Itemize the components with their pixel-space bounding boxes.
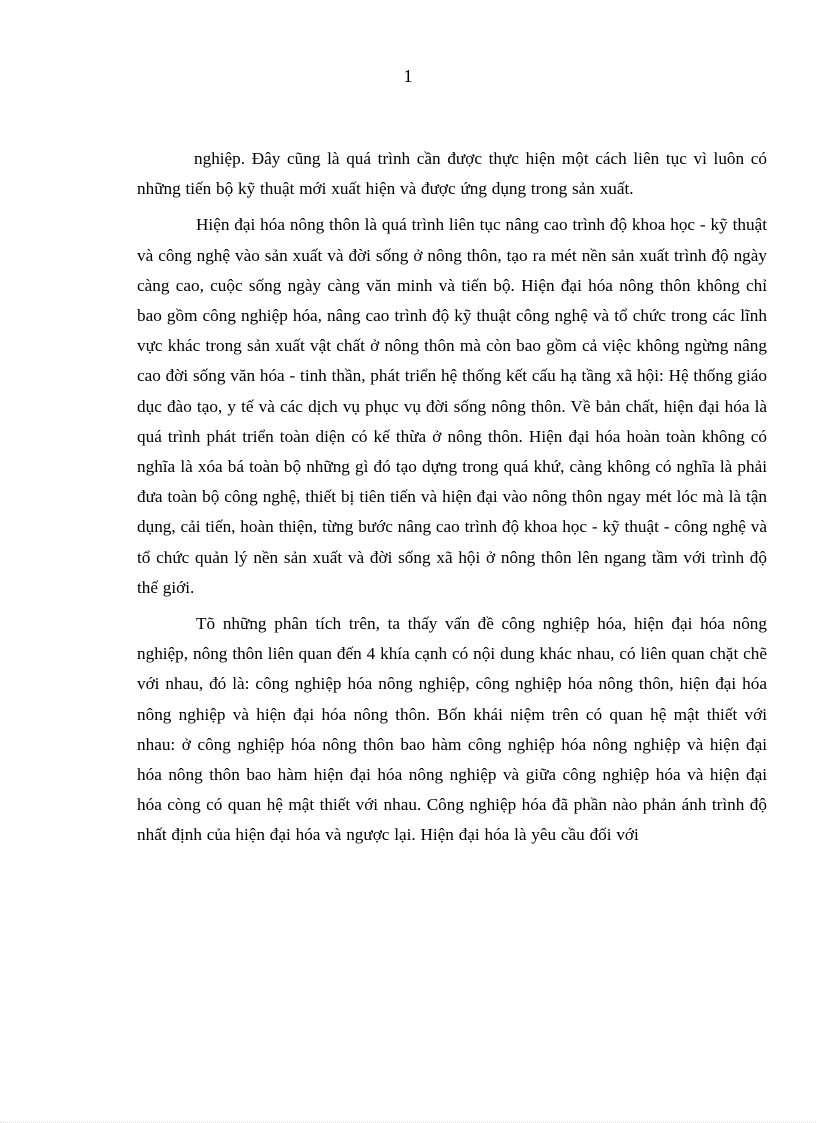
- paragraph-analysis: Tõ những phân tích trên, ta thấy vấn đề công nghiệp hóa, hiện đại hóa nông nghiệp, nông thôn liên quan đến 4 khía cạnh có nội dung khác nhau, có liên quan chặt chẽ với nhau, đó là: công nghiệp hóa nông nghiệp, công nghiệp hóa nông thôn, hiện đại hóa nông nghiệp và hiện đại hóa nông thôn. Bốn khái niệm trên có quan hệ mật thiết với nhau: ở công nghiệp hóa nông thôn bao hàm công nghiệp hóa nông nghiệp và hiện đại hóa nông thôn bao hàm hiện đại hóa nông nghiệp và giữa công nghiệp hóa và hiện đại hóa còng có quan hệ mật thiết với nhau. Công nghiệp hóa đã phần nào phản ánh trình độ nhất định của hiện đại hóa và ngược lại. Hiện đại hóa là yêu cầu đối với: [137, 614, 767, 845]
- paragraph-rural-modernization: Hiện đại hóa nông thôn là quá trình liên tục nâng cao trình độ khoa học - kỹ thuật và công nghệ vào sản xuất và đời sống ở nông thôn, tạo ra mét nền sản xuất trình độ ngày càng cao, cuộc sống ngày càng văn minh và tiến bộ. Hiện đại hóa nông thôn không chỉ bao gồm công nghiệp hóa, nâng cao trình độ kỹ thuật công nghệ và tổ chức trong các lĩnh vực khác trong sản xuất vật chất ở nông thôn mà còn bao gồm cả việc không ngừng nâng cao đời sống văn hóa - tinh thần, phát triển hệ thống kết cấu hạ tầng xã hội: Hệ thống giáo dục đào tạo, y tế và các dịch vụ phục vụ đời sống nông thôn. Về bản chất, hiện đại hóa là quá trình phát triển toàn diện có kế thừa ở nông thôn. Hiện đại hóa hoàn toàn không có nghĩa là xóa bá toàn bộ những gì đó tạo dựng trong quá khứ, càng không có nghĩa là phải đưa toàn bộ công nghệ, thiết bị tiên tiến và hiện đại vào nông thôn ngay mét lóc mà là tận dụng, cải tiến, hoàn thiện, từng bước nâng cao trình độ khoa học - kỹ thuật - công nghệ và tổ chức quản lý nền sản xuất và đời sống xã hội ở nông thôn lên ngang tầm với trình độ thế giới.: [137, 215, 767, 597]
- document-body: [137, 144, 767, 857]
- paragraph-continuation: nghiệp. Đây cũng là quá trình cần được thực hiện một cách liên tục vì luôn có những tiến bộ kỹ thuật mới xuất hiện và được ứng dụng trong sản xuất.: [137, 149, 767, 199]
- page-number: 1: [403, 66, 413, 86]
